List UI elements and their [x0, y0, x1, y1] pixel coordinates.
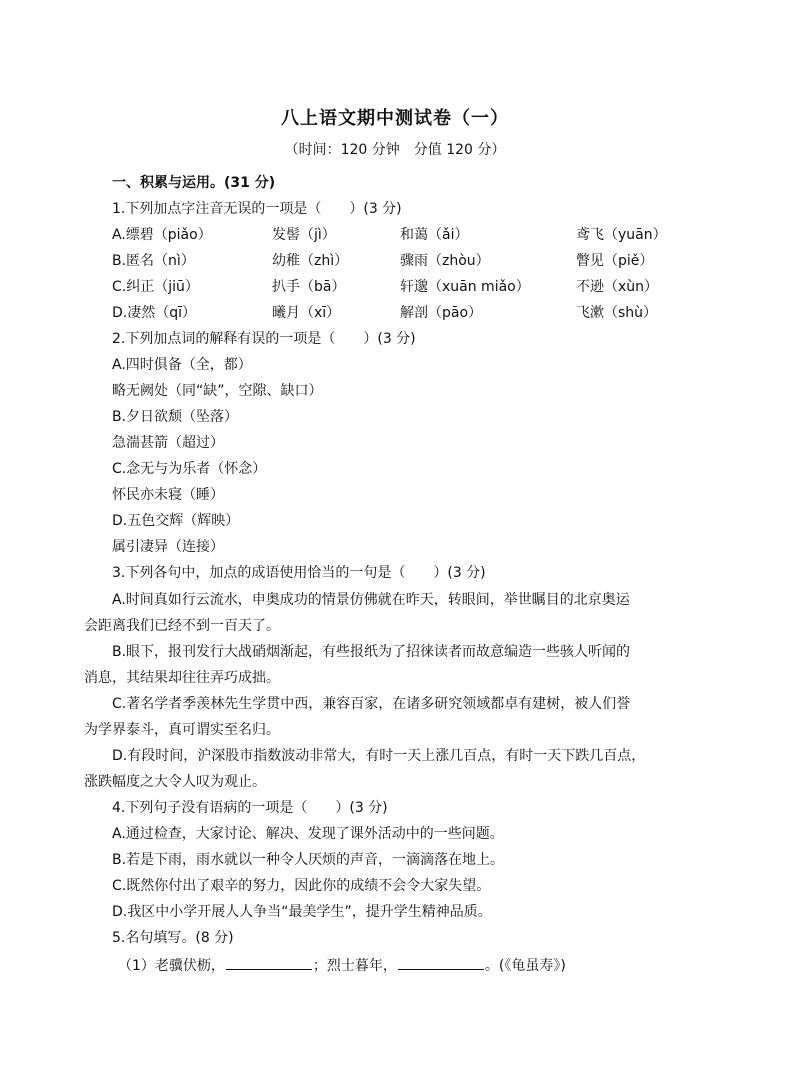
q1-option: 鸢飞（yuān）	[576, 227, 667, 243]
section-heading: 一、积累与运用。(31 分)	[112, 175, 276, 191]
answer-blank[interactable]	[226, 955, 312, 970]
q1-option: 解剖（pāo）	[400, 305, 483, 321]
q2-line: D.五色交辉（辉映）	[112, 513, 240, 529]
q2-line: A.四时俱备（全，都）	[112, 357, 252, 373]
question-5-stem: 5.名句填写。(8 分)	[112, 930, 234, 946]
q2-line: 略无阙处（同“缺”，空隙、缺口）	[112, 383, 323, 399]
q2-line: 属引凄异（连接）	[112, 539, 224, 555]
q3-option-line: A.时间真如行云流水，申奥成功的情景仿佛就在昨天，转眼间，举世瞩目的北京奥运	[112, 592, 630, 608]
q1-option: 和蔼（ǎi）	[400, 227, 469, 243]
q1-option: 轩邈（xuān miǎo）	[400, 279, 530, 295]
q4-option: D.我区中小学开展人人争当“最美学生”，提升学生精神品质。	[112, 904, 492, 920]
q4-option: B.若是下雨，雨水就以一种令人厌烦的声音，一滴滴落在地上。	[112, 852, 505, 868]
q1-option: A.缥碧（piǎo）	[112, 227, 212, 243]
q1-option: 骤雨（zhòu）	[400, 253, 490, 269]
q5-item-1-text-c: 。(《龟虽寿》)	[484, 958, 566, 974]
q5-item-1-text-b: ；烈士暮年，	[312, 958, 397, 974]
q1-option: C.纠正（jiū）	[112, 279, 199, 295]
q1-option: 幼稚（zhì）	[272, 253, 349, 269]
answer-blank[interactable]	[398, 955, 484, 970]
q1-option: B.匿名（nì）	[112, 253, 195, 269]
question-1-stem: 1.下列加点字注音无误的一项是（ ）(3 分)	[112, 201, 402, 217]
q2-line: B.夕日欲颓（坠落）	[112, 409, 239, 425]
question-3-stem: 3.下列各句中，加点的成语使用恰当的一句是（ ）(3 分)	[112, 565, 486, 581]
q1-option: 瞥见（piě）	[576, 253, 654, 269]
question-2-stem: 2.下列加点词的解释有误的一项是（ ）(3 分)	[112, 331, 416, 347]
q1-option: D.凄然（qī）	[112, 305, 197, 321]
q1-option: 不逊（xùn）	[576, 279, 659, 295]
q3-option-line: B.眼下，报刊发行大战硝烟渐起，有些报纸为了招徕读者而故意编造一些骇人听闻的	[112, 644, 631, 660]
question-4-stem: 4.下列句子没有语病的一项是（ ）(3 分)	[112, 800, 388, 816]
q4-option: A.通过检查，大家讨论、解决、发现了课外活动中的一些问题。	[112, 826, 504, 842]
q2-line: 怀民亦未寝（睡）	[112, 487, 224, 503]
q3-option-line: 涨跌幅度之大令人叹为观止。	[84, 774, 266, 790]
q3-option-line: D.有段时间，沪深股市指数波动非常大，有时一天上涨几百点，有时一天下跌几百点，	[112, 748, 646, 764]
q5-item-1	[118, 955, 566, 975]
q5-item-1-text-a: （1）老骥伏枥，	[118, 958, 225, 974]
q3-option-line: 为学界泰斗，真可谓实至名归。	[84, 722, 280, 738]
q1-option: 飞漱（shù）	[576, 305, 658, 321]
q4-option: C.既然你付出了艰辛的努力，因此你的成绩不会令大家失望。	[112, 878, 491, 894]
q3-option-line: C.著名学者季羡林先生学贯中西，兼容百家，在诸多研究领域都卓有建树，被人们誉	[112, 696, 631, 712]
q1-option: 扒手（bā）	[272, 279, 346, 295]
q3-option-line: 消息，其结果却往往弄巧成拙。	[84, 670, 280, 686]
q2-line: C.念无与为乐者（怀念）	[112, 461, 267, 477]
q3-option-line: 会距离我们已经不到一百天了。	[84, 618, 280, 634]
q2-line: 急湍甚箭（超过）	[112, 435, 224, 451]
page-title: 八上语文期中测试卷（一）	[281, 108, 509, 129]
exam-time-score: （时间：120 分钟 分值 120 分）	[284, 142, 506, 158]
q1-option: 发髻（jì）	[272, 227, 336, 243]
q1-option: 曦月（xī）	[272, 305, 341, 321]
